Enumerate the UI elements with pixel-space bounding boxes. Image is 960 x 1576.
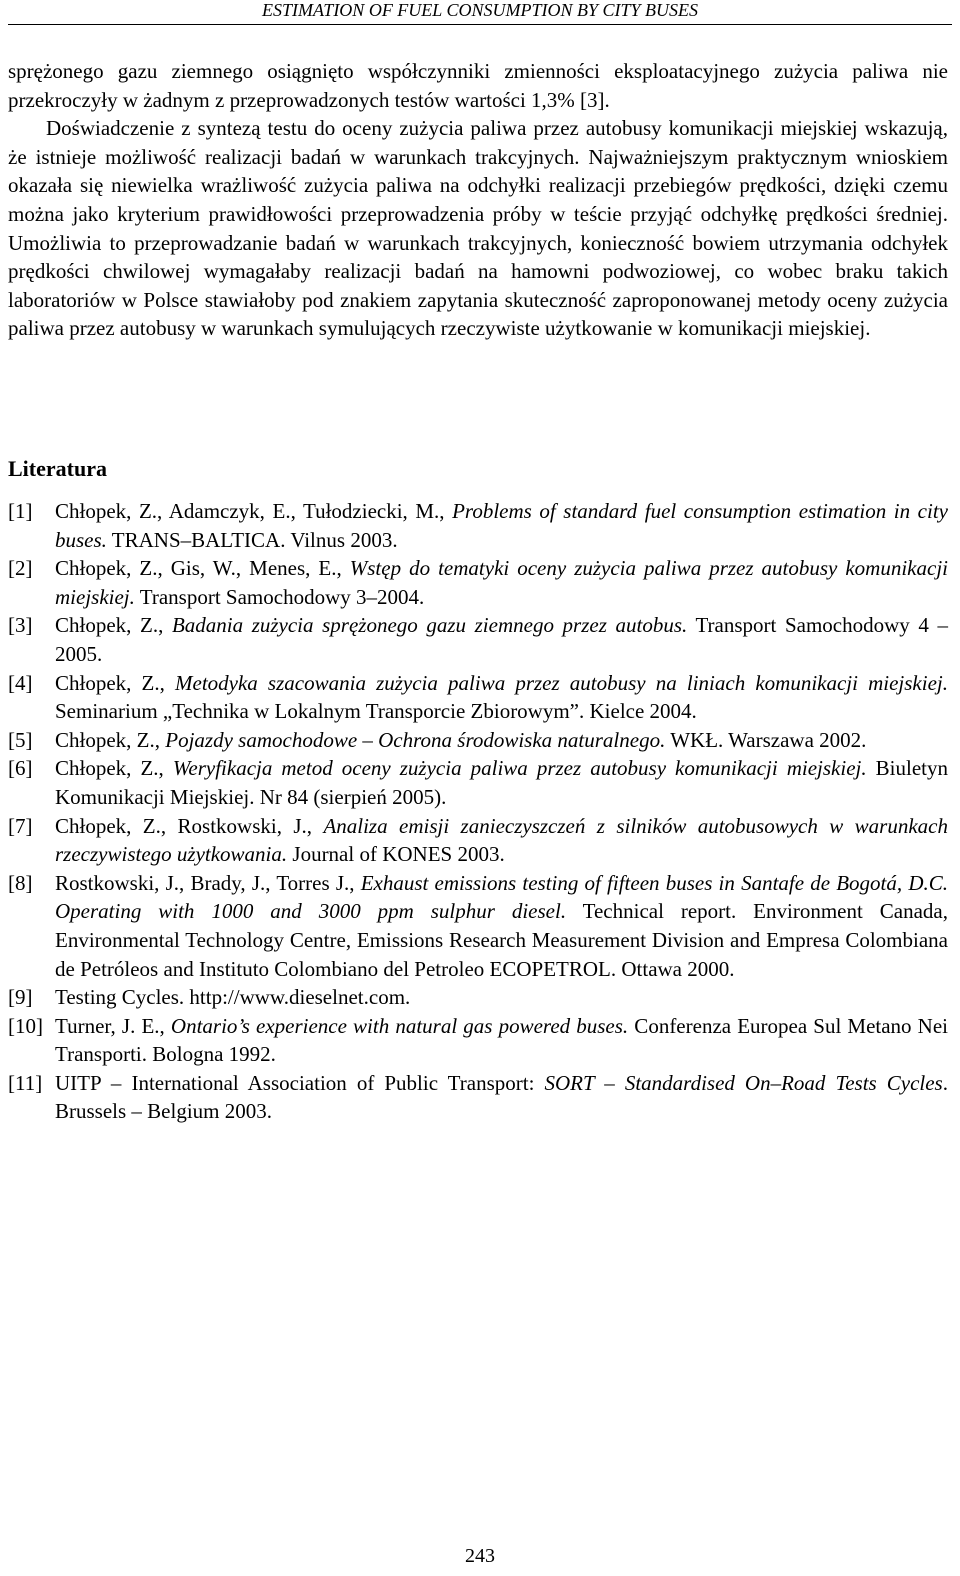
reference-source: Biuletyn Komunikacji Miejskiej. Nr 84 (sierpień 2005). xyxy=(55,756,948,809)
reference-number: [5] xyxy=(8,727,33,752)
reference-number: [9] xyxy=(8,985,33,1010)
reference-number: [2] xyxy=(8,556,33,581)
running-header: ESTIMATION OF FUEL CONSUMPTION BY CITY BUSES xyxy=(261,0,699,20)
reference-authors: Chłopek, Z., Gis, W., Menes, E., xyxy=(55,556,350,581)
reference-number: [8] xyxy=(8,870,33,895)
reference-source: WKŁ. Warszawa 2002. xyxy=(665,727,867,752)
paragraph-1: sprężonego gazu ziemnego osiągnięto współczynniki zmienności eksploatacyjnego zużycia paliwa nie przekroczyły w żadnym z przeprowadzonych testów wartości 1,3% [3]. xyxy=(8,59,948,112)
reference-source: Technical report. Environment Canada, Environmental Technology Centre, Emissions Research Measurement Division and Empresa Colombiana de Petróleos and Instituto Colombiano del Petroleo ECOPETROL. Ottawa 2000. xyxy=(55,899,948,981)
reference-item xyxy=(8,869,948,983)
reference-item xyxy=(8,983,948,1012)
reference-title: Ontario’s experience with natural gas powered buses. xyxy=(170,1013,629,1038)
reference-number: [1] xyxy=(8,499,33,523)
reference-authors: Chłopek, Z., xyxy=(55,756,173,781)
reference-authors: Chłopek, Z., xyxy=(55,670,176,695)
references-heading: Literatura xyxy=(8,456,107,481)
reference-number: [10] xyxy=(8,1013,43,1038)
reference-authors: Chłopek, Z., xyxy=(55,613,172,638)
reference-item xyxy=(8,669,948,726)
reference-item xyxy=(8,754,948,811)
reference-title: Metodyka szacowania zużycia paliwa przez autobusy na liniach komunikacji miejskiej. xyxy=(175,670,948,695)
reference-number: [6] xyxy=(8,756,33,781)
reference-number: [3] xyxy=(8,613,33,638)
reference-number: [11] xyxy=(8,1070,43,1095)
reference-authors: Chłopek, Z., Adamczyk, E., Tułodziecki, M., xyxy=(55,499,453,523)
reference-item xyxy=(8,554,948,611)
reference-title: Analiza emisji zanieczyszczeń z silników autobusowych w warunkach rzeczywistego użytkowania. xyxy=(55,813,948,867)
reference-title: Badania zużycia sprężonego gazu ziemnego przez autobus. xyxy=(171,613,688,638)
reference-source: . Brussels – Belgium 2003. xyxy=(55,1070,948,1124)
reference-source: Seminarium „Technika w Lokalnym Transporcie Zbiorowym”. Kielce 2004. xyxy=(55,699,697,724)
reference-authors: Chłopek, Z., xyxy=(55,727,166,752)
paragraph-2: Doświadczenie z syntezą testu do oceny zużycia paliwa przez autobusy komunikacji miejskiej wskazują, że istnieje możliwość realizacji badań w warunkach trakcyjnych. Najważniejszym praktycznym wnioskiem okazała się niewielka wrażliwość zużycia paliwa na odchyłki realizacji przebiegów prędkości, dzięki czemu można jako kryterium prawidłowości przeprowadzenia próby w teście przyjąć odchyłkę prędkości średniej. Umożliwia to przeprowadzanie badań w warunkach trakcyjnych, konieczność bowiem utrzymania odchyłek prędkości chwilowej wymagałaby realizacji badań na hamowni podwoziowej, co wobec braku takich laboratoriów w Polsce stawiałoby pod znakiem zapytania skuteczność zaproponowanej metody oceny zużycia paliwa przez autobusy w warunkach symulujących rzeczywiste użytkowanie w komunikacji miejskiej. xyxy=(8,116,948,341)
reference-number: [4] xyxy=(8,670,33,695)
reference-item xyxy=(8,812,948,869)
reference-title: Pojazdy samochodowe – Ochrona środowiska naturalnego. xyxy=(165,727,666,752)
reference-source: Transport Samochodowy 4 – 2005. xyxy=(55,613,948,666)
reference-title: Exhaust emissions testing of fifteen buses in Santafe de Bogotá, D.C. Operating with 1000 and 3000 ppm sulphur diesel. xyxy=(55,870,948,924)
reference-authors: Rostkowski, J., Brady, J., Torres J., xyxy=(55,870,361,895)
header-rule xyxy=(8,24,952,25)
reference-source: TRANS–BALTICA. Vilnus 2003. xyxy=(106,527,398,552)
reference-source: Transport Samochodowy 3–2004. xyxy=(134,584,425,609)
page-number: 243 xyxy=(465,1545,495,1567)
reference-title: Wstęp do tematyki oceny zużycia paliwa przez autobusy komunikacji miejskiej. xyxy=(55,556,948,609)
reference-authors: Chłopek, Z., Rostkowski, J., xyxy=(55,813,324,838)
reference-title: Weryfikacja metod oceny zużycia paliwa przez autobusy komunikacji miejskiej. xyxy=(172,756,867,781)
reference-title: SORT – Standardised On–Road Tests Cycles xyxy=(544,1070,943,1095)
reference-list xyxy=(8,497,948,1126)
reference-item xyxy=(8,1069,948,1126)
reference-item xyxy=(8,611,948,668)
reference-authors: UITP – International Association of Public Transport: xyxy=(55,1070,545,1095)
reference-source: Journal of KONES 2003. xyxy=(287,842,505,867)
body-text xyxy=(8,57,948,343)
reference-item xyxy=(8,497,948,554)
reference-authors: Turner, J. E., xyxy=(55,1013,171,1038)
reference-item xyxy=(8,726,948,755)
reference-number: [7] xyxy=(8,813,33,838)
reference-item xyxy=(8,1012,948,1069)
reference-title: Problems of standard fuel consumption estimation in city buses. xyxy=(55,499,948,552)
reference-source: Conferenza Europea Sul Metano Nei Transporti. Bologna 1992. xyxy=(55,1013,949,1067)
reference-authors: Testing Cycles. http://www.dieselnet.com. xyxy=(55,985,411,1010)
